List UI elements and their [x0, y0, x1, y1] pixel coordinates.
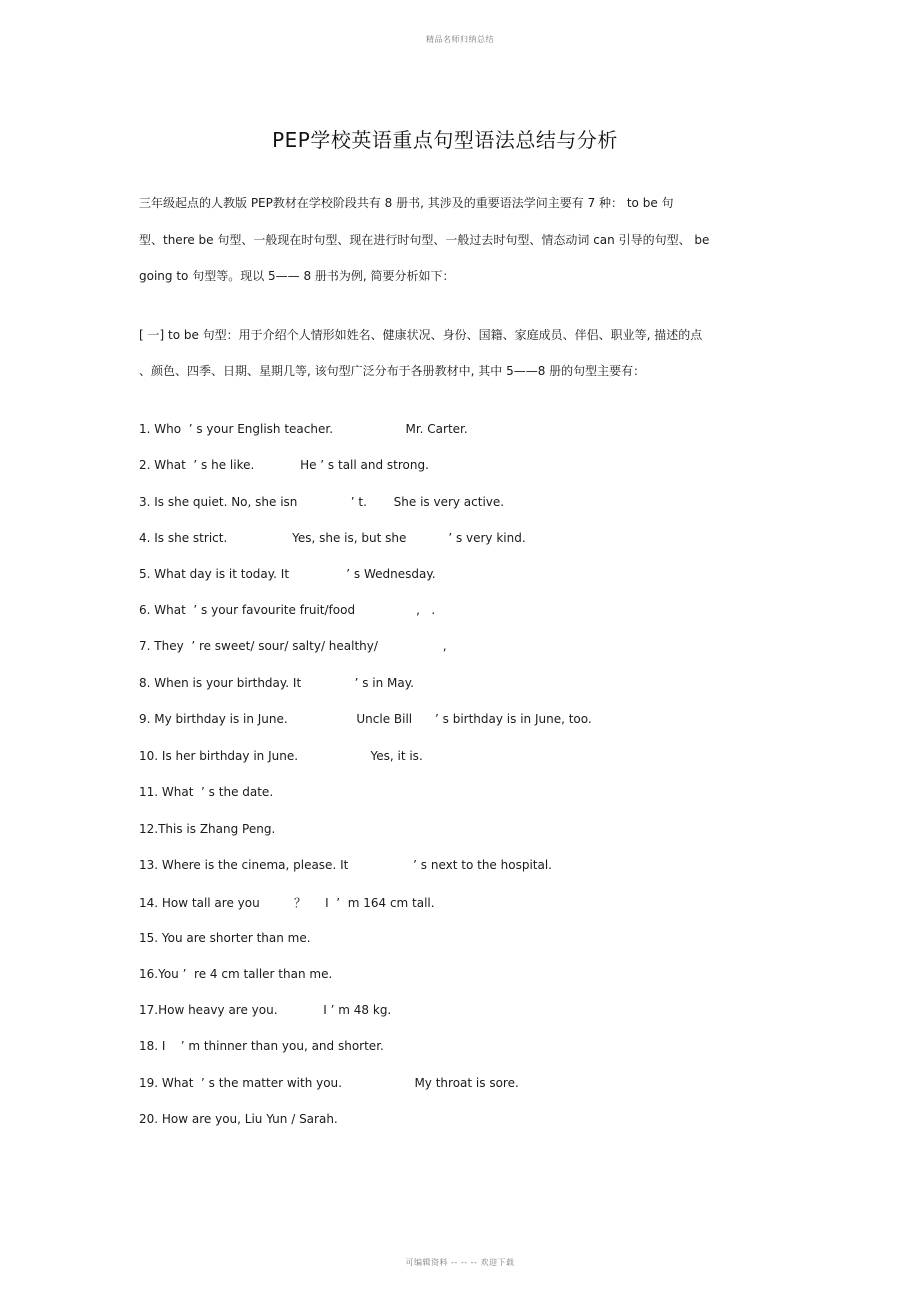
sentence-item: 9. My birthday is in June. Uncle Bill ’ s birthday is in June, too. — [139, 712, 592, 726]
sentence-item: 18. I ’ m thinner than you, and shorter. — [139, 1039, 384, 1053]
sentence-item: 1. Who ’ s your English teacher. Mr. Carter. — [139, 422, 468, 436]
sentence-item: 11. What ’ s the date. — [139, 785, 274, 799]
document-title: PEP学校英语重点句型语法总结与分析 — [272, 128, 618, 152]
sentence-item: 8. When is your birthday. It ’ s in May. — [139, 676, 414, 690]
sentence-item: 7. They ’ re sweet/ sour/ salty/ healthy/ , — [139, 639, 447, 653]
section-line: [ 一] to be 句型：用于介绍个人情形如姓名、健康状况、身份、国籍、家庭成员、伴侣、职业等, 描述的点 — [139, 328, 703, 342]
sentence-item: 15. You are shorter than me. — [139, 931, 311, 945]
intro-line: 型、there be 句型、一般现在时句型、现在进行时句型、一般过去时句型、情态动词 can 引导的句型、 be — [139, 233, 710, 247]
sentence-item: 5. What day is it today. It ’ s Wednesday. — [139, 567, 436, 581]
sentence-item: 17.How heavy are you. I ’ m 48 kg. — [139, 1003, 392, 1017]
sentence-item: 12.This is Zhang Peng. — [139, 822, 276, 836]
section-line: 、颜色、四季、日期、星期几等, 该句型广泛分布于各册教材中, 其中 5——8 册的句型主要有： — [139, 364, 646, 378]
sentence-item: 6. What ’ s your favourite fruit/food , . — [139, 603, 436, 617]
header-note: 精品名师归纳总结 — [426, 35, 494, 44]
intro-line: 三年级起点的人教版 PEP教材在学校阶段共有 8 册书, 其涉及的重要语法学问主要有 7 种： to be 句 — [139, 196, 674, 210]
sentence-item: 13. Where is the cinema, please. It ’ s next to the hospital. — [139, 858, 552, 872]
sentence-item: 2. What ’ s he like. He ’ s tall and strong. — [139, 458, 429, 472]
intro-line: going to 句型等。现以 5—— 8 册书为例, 简要分析如下： — [139, 269, 455, 283]
sentence-item: 16.You ’ re 4 cm taller than me. — [139, 967, 333, 981]
sentence-item: 20. How are you, Liu Yun / Sarah. — [139, 1112, 338, 1126]
sentence-item: 19. What ’ s the matter with you. My throat is sore. — [139, 1076, 519, 1090]
sentence-item: 14. How tall are you ？ I ’ m 164 cm tall. — [139, 896, 435, 910]
sentence-item: 3. Is she quiet. No, she isn ’ t. She is very active. — [139, 495, 505, 509]
sentence-item: 10. Is her birthday in June. Yes, it is. — [139, 749, 423, 763]
sentence-item: 4. Is she strict. Yes, she is, but she ’ s very kind. — [139, 531, 526, 545]
footer-note: 可编辑资料 -- -- -- 欢迎下载 — [405, 1258, 515, 1267]
